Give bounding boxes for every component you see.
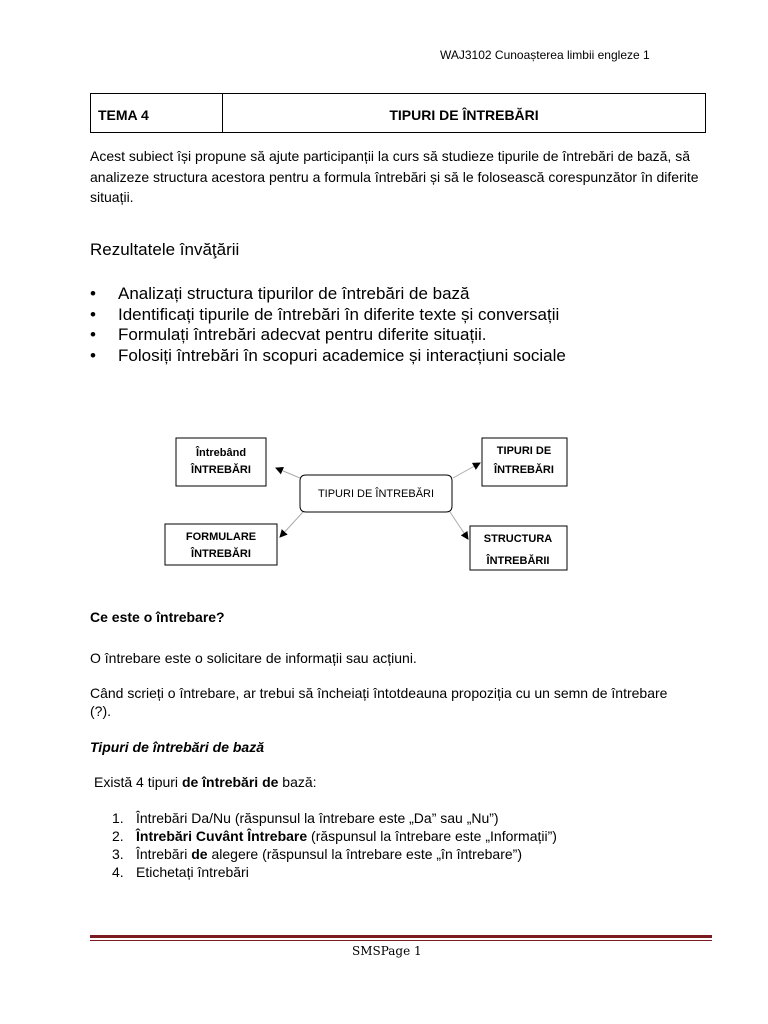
type-text: Întrebări bbox=[136, 846, 192, 862]
types-intro-bold: de întrebări de bbox=[181, 774, 279, 790]
list-number: 1. bbox=[112, 810, 124, 826]
intro-paragraph: Acest subiect își propune să ajute participanții la curs să studieze tipurile de întrebări de bază, să analizeze structura acestora pentru a formula întrebări și să le folosească corespunzător în diferite situații. bbox=[90, 148, 699, 205]
node-label: ÎNTREBĂRII bbox=[486, 555, 550, 567]
punctuation-paragraph: Când scrieți o întrebare, ar trebui să încheiați întotdeauna propoziția cu un semn de întrebare (?). bbox=[90, 685, 668, 719]
node-label: STRUCTURA bbox=[483, 533, 553, 545]
type-text: Întrebări Da/Nu (răspunsul la întrebare este „Da” sau „Nu”) bbox=[136, 810, 499, 826]
topic-table bbox=[90, 93, 706, 133]
node-label: ÎNTREBĂRI bbox=[494, 464, 554, 476]
list-item bbox=[112, 809, 557, 827]
types-list bbox=[112, 809, 557, 881]
section-heading: Ce este o întrebare? bbox=[90, 609, 225, 625]
bullet-icon: • bbox=[90, 304, 96, 324]
list-item bbox=[90, 305, 710, 326]
outcome-text: Analizați structura tipurilor de întrebări de bază bbox=[118, 284, 470, 303]
topic-title: TIPURI DE ÎNTREBĂRI bbox=[389, 107, 539, 123]
type-bold: de bbox=[191, 846, 208, 862]
node-label: Întrebând bbox=[195, 447, 247, 459]
node-label: TIPURI DE bbox=[496, 445, 552, 457]
definition-paragraph: O întrebare este o solicitare de informații sau acțiuni. bbox=[90, 650, 417, 666]
connector-arrow bbox=[276, 468, 300, 478]
list-item bbox=[112, 827, 557, 845]
outcome-text: Formulați întrebări adecvat pentru diferite situații. bbox=[118, 325, 487, 344]
type-bold: Întrebări Cuvânt Întrebare bbox=[136, 828, 308, 844]
node-label: ÎNTREBĂRI bbox=[191, 548, 251, 560]
types-intro-text: Există 4 tipuri bbox=[94, 774, 182, 790]
node-box-asking bbox=[176, 438, 266, 486]
type-text: alegere (răspunsul la întrebare este „în întrebare”) bbox=[207, 846, 522, 862]
bullet-icon: • bbox=[90, 345, 96, 365]
type-text: (răspunsul la întrebare este „Informații”) bbox=[307, 828, 557, 844]
topic-number: TEMA 4 bbox=[91, 94, 223, 132]
list-number: 3. bbox=[112, 846, 124, 862]
question-types-diagram bbox=[160, 430, 580, 580]
list-number: 4. bbox=[112, 864, 124, 880]
list-item bbox=[112, 863, 557, 881]
types-heading: Tipuri de întrebări de bază bbox=[90, 739, 265, 755]
types-intro bbox=[94, 774, 317, 790]
footer-rule bbox=[90, 940, 712, 941]
outcome-text: Folosiți întrebări în scopuri academice și interacțiuni sociale bbox=[118, 345, 566, 365]
bullet-icon: • bbox=[90, 325, 96, 344]
types-intro-text: bază: bbox=[278, 774, 317, 790]
connector-arrow bbox=[280, 512, 303, 537]
list-item bbox=[90, 346, 710, 367]
list-item bbox=[112, 845, 557, 863]
list-item bbox=[90, 325, 710, 346]
outcomes-list bbox=[90, 284, 710, 366]
node-label: FORMULARE bbox=[185, 531, 257, 543]
outcomes-heading: Rezultatele învăţării bbox=[90, 240, 240, 259]
connector-arrow bbox=[453, 463, 480, 478]
bullet-icon: • bbox=[90, 284, 96, 303]
header-course-code: WAJ3102 Cunoașterea limbii engleze 1 bbox=[440, 48, 650, 62]
node-label: ÎNTREBĂRI bbox=[191, 464, 251, 476]
center-node-label: TIPURI DE ÎNTREBĂRI bbox=[317, 488, 435, 500]
type-text: Etichetați întrebări bbox=[136, 864, 249, 880]
list-number: 2. bbox=[112, 828, 124, 844]
page-number: SMSPage 1 bbox=[352, 944, 422, 958]
connector-arrow bbox=[450, 512, 468, 539]
list-item bbox=[90, 284, 710, 305]
footer-rule bbox=[90, 935, 712, 938]
outcome-text: Identificați tipurile de întrebări în diferite texte și conversații bbox=[118, 304, 560, 324]
